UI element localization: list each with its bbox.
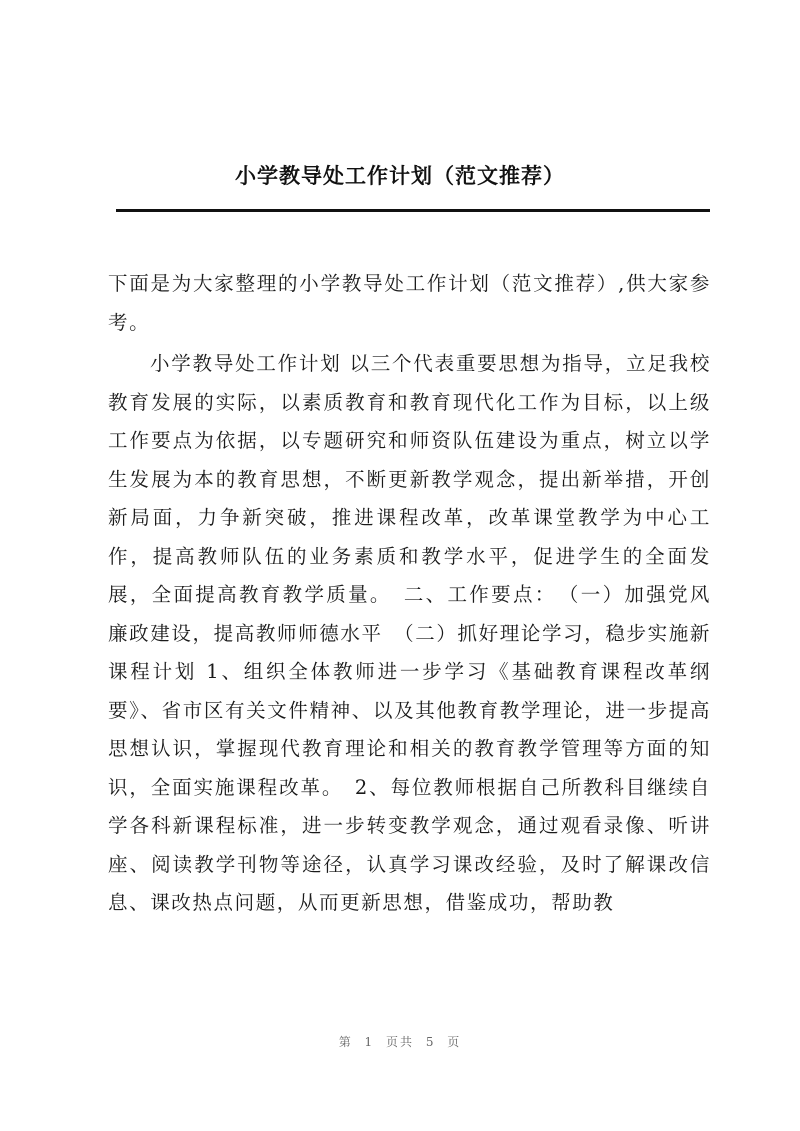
intro-paragraph: 下面是为大家整理的小学教导处工作计划（范文推荐）,供大家参考。: [108, 272, 711, 334]
page-footer: 第 1 页共 5 页: [338, 1035, 462, 1049]
document-body: [108, 265, 711, 926]
body-paragraph: 小学教导处工作计划 以三个代表重要思想为指导，立足我校教育发展的实际，以素质教育和教育现代化工作为目标，以上级工作要点为依据，以专题研究和师资队伍建设为重点，树立以学生发展为本的教育思想，不断更新教学观念，提出新举措，开创新局面，力争新突破，推进课程改革，改革课堂教学为中心工作，提高教师队伍的业务素质和教学水平，促进学生的全面发展，全面提高教育教学质量。 二、工作要点： （一）加强党风廉政建设，提高教师师德水平 （二）抓好理论学习，稳步实施新课程计划 1、组织全体教师进一步学习《基础教育课程改革纲要》、省市区有关文件精神、以及其他教育教学理论，进一步提高思想认识，掌握现代教育理论和相关的教育教学管理等方面的知识，全面实施课程改革。 2、每位教师根据自己所教科目继续自学各科新课程标准，进一步转变教学观念，通过观看录像、听讲座、阅读教学刊物等途径，认真学习课改经验，及时了解课改信息、课改热点问题，从而更新思想，借鉴成功，帮助教: [108, 352, 711, 914]
title-underline: [116, 209, 710, 212]
document-title: 小学教导处工作计划（范文推荐）: [235, 163, 565, 188]
